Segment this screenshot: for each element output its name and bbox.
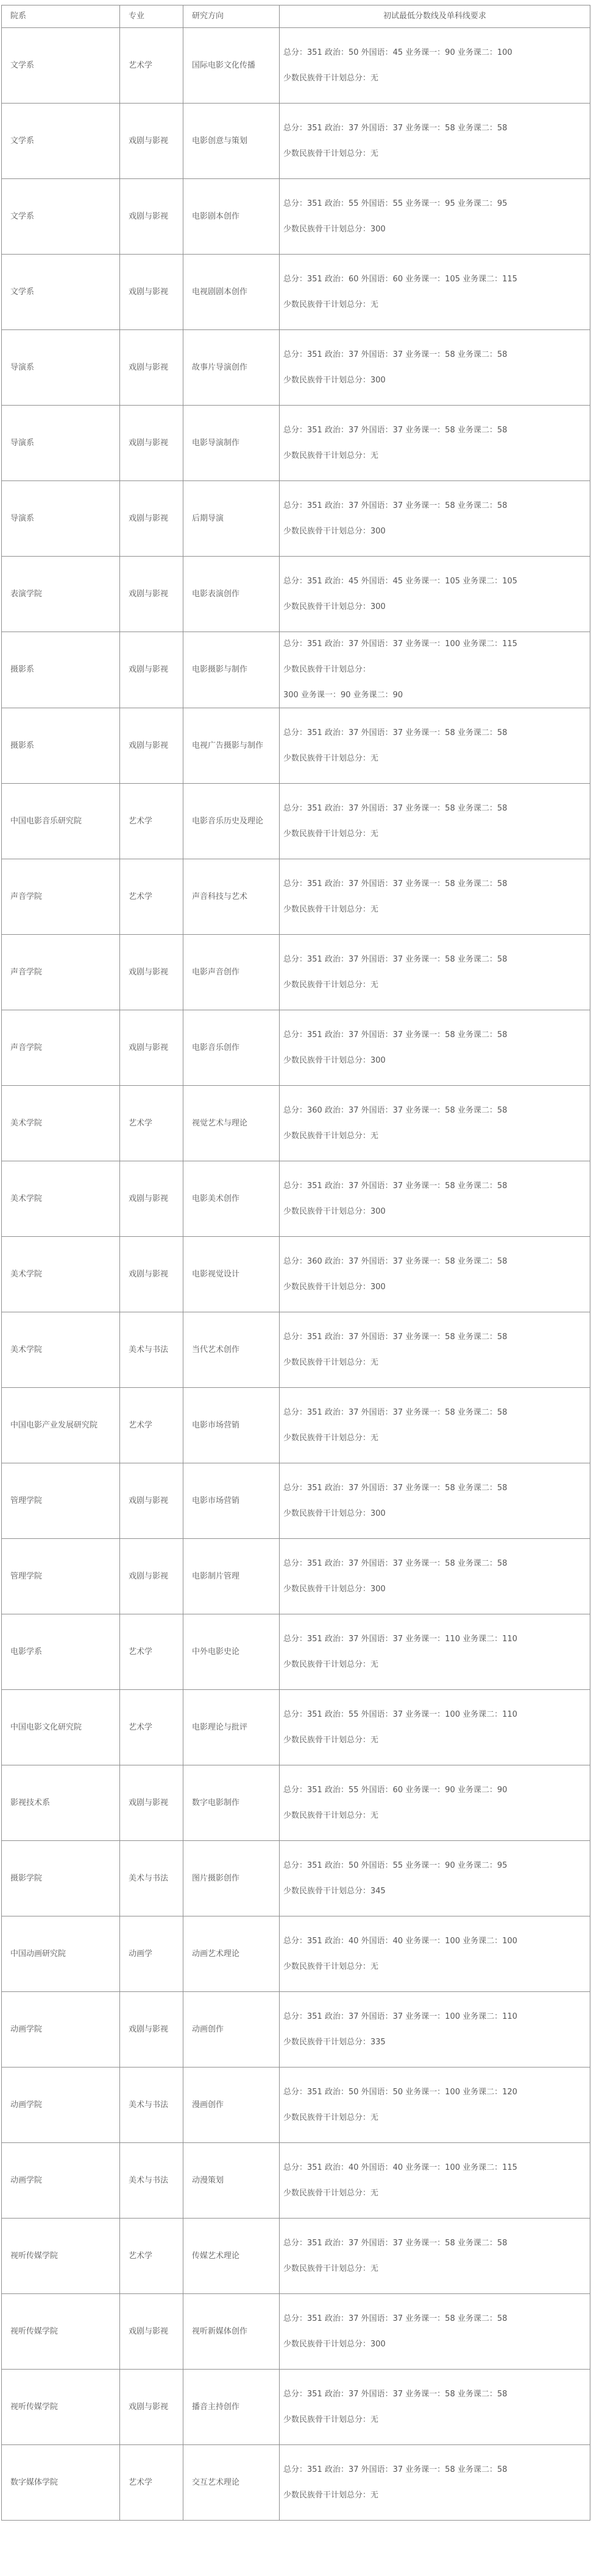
requirement-line: 少数民族骨干计划总分：300: [283, 375, 386, 385]
requirement-line: 总分：351 政治：37 外国语：37 业务课一：58 业务课二：58: [283, 1483, 508, 1493]
cell-department: 导演系: [2, 406, 120, 481]
cell-department: 数字媒体学院: [2, 2445, 120, 2521]
requirement-line: 总分：351 政治：37 外国语：37 业务课一：100 业务课二：115: [283, 639, 518, 649]
cell-major: 艺术学: [120, 1388, 183, 1463]
table-row: [2, 1916, 590, 1992]
cell-major: 戏剧与影视: [120, 481, 183, 557]
cell-major: 美术与书法: [120, 2067, 183, 2143]
cell-requirements: [280, 1388, 590, 1463]
cell-requirements: [280, 1992, 590, 2067]
cell-direction: 电影制片管理: [183, 1539, 280, 1614]
cell-requirements: [280, 1765, 590, 1841]
cell-department: 中国电影音乐研究院: [2, 784, 120, 859]
requirement-line: 少数民族骨干计划总分：无: [283, 1735, 379, 1745]
requirement-line: 少数民族骨干计划总分：无: [283, 829, 379, 839]
cell-major: 戏剧与影视: [120, 1765, 183, 1841]
requirement-line: 总分：351 政治：50 外国语：45 业务课一：90 业务课二：100: [283, 48, 512, 57]
requirement-line: 少数民族骨干计划总分：335: [283, 2037, 386, 2047]
cell-requirements: [280, 784, 590, 859]
cell-requirements: [280, 557, 590, 632]
requirement-line: 总分：351 政治：37 外国语：37 业务课一：58 业务课二：58: [283, 803, 508, 813]
requirement-line: 少数民族骨干计划总分：300: [283, 1282, 386, 1292]
cell-requirements: [280, 104, 590, 179]
cell-requirements: [280, 1614, 590, 1690]
requirement-line: 总分：351 政治：37 外国语：37 业务课一：58 业务课二：58: [283, 501, 508, 510]
cell-department: 文学系: [2, 28, 120, 104]
cell-department: 文学系: [2, 255, 120, 330]
table-row: [2, 481, 590, 557]
requirement-line: 总分：351 政治：37 外国语：37 业务课一：110 业务课二：110: [283, 1634, 518, 1644]
cell-requirements: [280, 1010, 590, 1086]
table-row: [2, 1841, 590, 1916]
requirement-line: 总分：351 政治：37 外国语：37 业务课一：58 业务课二：58: [283, 123, 508, 133]
requirement-line: 总分：360 政治：37 外国语：37 业务课一：58 业务课二：58: [283, 1105, 508, 1115]
header-requirements: 初试最低分数线及单科线要求: [280, 5, 590, 28]
cell-direction: 电影市场营销: [183, 1463, 280, 1539]
cell-department: 声音学院: [2, 935, 120, 1010]
requirement-line: 总分：351 政治：37 外国语：37 业务课一：58 业务课二：58: [283, 2238, 508, 2248]
cell-direction: 声音科技与艺术: [183, 859, 280, 935]
cell-department: 声音学院: [2, 1010, 120, 1086]
requirement-line: 少数民族骨干计划总分：无: [283, 149, 379, 158]
cell-major: 戏剧与影视: [120, 1463, 183, 1539]
requirement-line: 总分：351 政治：37 外国语：37 业务课一：58 业务课二：58: [283, 1181, 508, 1191]
requirement-line: 少数民族骨干计划总分：300: [283, 1055, 386, 1065]
table-row: [2, 1010, 590, 1086]
cell-department: 中国电影文化研究院: [2, 1690, 120, 1765]
table-row: [2, 2219, 590, 2294]
cell-direction: 国际电影文化传播: [183, 28, 280, 104]
table-body: [2, 28, 590, 2521]
cell-major: 戏剧与影视: [120, 1161, 183, 1237]
cell-direction: 电影剧本创作: [183, 179, 280, 255]
table-row: [2, 1161, 590, 1237]
requirement-line: 少数民族骨干计划总分：无: [283, 73, 379, 83]
cell-major: 艺术学: [120, 1086, 183, 1161]
cell-requirements: [280, 255, 590, 330]
requirement-line: 少数民族骨干计划总分：无: [283, 980, 379, 990]
cell-requirements: [280, 708, 590, 784]
cell-major: 戏剧与影视: [120, 1237, 183, 1312]
cell-department: 动画学院: [2, 1992, 120, 2067]
cell-direction: 电影导演制作: [183, 406, 280, 481]
cell-major: 戏剧与影视: [120, 935, 183, 1010]
requirement-line: 少数民族骨干计划总分：无: [283, 904, 379, 914]
cell-requirements: [280, 481, 590, 557]
cell-direction: 电影视觉设计: [183, 1237, 280, 1312]
cell-major: 戏剧与影视: [120, 2294, 183, 2370]
cell-requirements: [280, 330, 590, 406]
requirement-line: 少数民族骨干计划总分：300: [283, 602, 386, 611]
table-row: [2, 1690, 590, 1765]
cell-department: 摄影学院: [2, 1841, 120, 1916]
requirement-line: 总分：351 政治：37 外国语：37 业务课一：58 业务课二：58: [283, 1407, 508, 1417]
cell-major: 美术与书法: [120, 2143, 183, 2219]
table-header: [2, 5, 590, 28]
requirement-line: 总分：351 政治：37 外国语：37 业务课一：58 业务课二：58: [283, 1558, 508, 1568]
cell-requirements: [280, 1463, 590, 1539]
table-row: [2, 1463, 590, 1539]
table-row: [2, 1312, 590, 1388]
requirement-line: 总分：351 政治：37 外国语：37 业务课一：58 业务课二：58: [283, 879, 508, 889]
table-row: [2, 1086, 590, 1161]
cell-direction: 电视广告摄影与制作: [183, 708, 280, 784]
cell-direction: 动画创作: [183, 1992, 280, 2067]
table-row: [2, 859, 590, 935]
table-row: [2, 557, 590, 632]
cell-direction: 电影创意与策划: [183, 104, 280, 179]
cell-requirements: [280, 1841, 590, 1916]
cell-direction: 中外电影史论: [183, 1614, 280, 1690]
table-row: [2, 255, 590, 330]
cell-requirements: [280, 1539, 590, 1614]
requirement-line: 总分：351 政治：37 外国语：37 业务课一：58 业务课二：58: [283, 728, 508, 737]
table-row: [2, 784, 590, 859]
cell-requirements: [280, 935, 590, 1010]
cell-direction: 故事片导演创作: [183, 330, 280, 406]
header-department: 院系: [2, 5, 120, 28]
cell-direction: 播音主持创作: [183, 2370, 280, 2445]
table-row: [2, 1539, 590, 1614]
cell-department: 视听传媒学院: [2, 2294, 120, 2370]
table-row: [2, 2067, 590, 2143]
requirement-line: 少数民族骨干计划总分：: [283, 665, 371, 674]
cell-major: 戏剧与影视: [120, 1010, 183, 1086]
cell-major: 戏剧与影视: [120, 632, 183, 708]
requirement-line: 总分：351 政治：45 外国语：45 业务课一：105 业务课二：105: [283, 576, 518, 586]
requirement-line: 少数民族骨干计划总分：300: [283, 2339, 386, 2349]
cell-department: 电影学系: [2, 1614, 120, 1690]
cell-department: 导演系: [2, 481, 120, 557]
cell-department: 美术学院: [2, 1237, 120, 1312]
cell-major: 艺术学: [120, 1690, 183, 1765]
cell-direction: 当代艺术创作: [183, 1312, 280, 1388]
cell-department: 视听传媒学院: [2, 2219, 120, 2294]
cell-direction: 动漫策划: [183, 2143, 280, 2219]
cell-department: 表演学院: [2, 557, 120, 632]
table-row: [2, 1237, 590, 1312]
requirement-line: 总分：351 政治：40 外国语：40 业务课一：100 业务课二：115: [283, 2163, 518, 2172]
cell-requirements: [280, 2445, 590, 2521]
requirement-line: 少数民族骨干计划总分：无: [283, 300, 379, 309]
requirement-line: 总分：351 政治：50 外国语：50 业务课一：100 业务课二：120: [283, 2087, 518, 2097]
cell-requirements: [280, 2370, 590, 2445]
requirement-line: 少数民族骨干计划总分：无: [283, 1433, 379, 1443]
requirement-line: 总分：360 政治：37 外国语：37 业务课一：58 业务课二：58: [283, 1256, 508, 1266]
cell-direction: 电影音乐历史及理论: [183, 784, 280, 859]
cell-requirements: [280, 1916, 590, 1992]
cell-major: 戏剧与影视: [120, 255, 183, 330]
requirement-line: 少数民族骨干计划总分：无: [283, 2113, 379, 2122]
cell-department: 美术学院: [2, 1086, 120, 1161]
cell-major: 戏剧与影视: [120, 1992, 183, 2067]
cell-direction: 电影理论与批评: [183, 1690, 280, 1765]
cell-major: 戏剧与影视: [120, 2370, 183, 2445]
cell-direction: 电影表演创作: [183, 557, 280, 632]
requirement-line: 总分：351 政治：37 外国语：37 业务课一：58 业务课二：58: [283, 2465, 508, 2474]
table-row: [2, 935, 590, 1010]
cell-department: 动画学院: [2, 2143, 120, 2219]
table-row: [2, 708, 590, 784]
requirement-line: 少数民族骨干计划总分：无: [283, 1962, 379, 1971]
requirement-line: 少数民族骨干计划总分：345: [283, 1886, 386, 1896]
cell-requirements: [280, 28, 590, 104]
cell-department: 导演系: [2, 330, 120, 406]
cell-department: 动画学院: [2, 2067, 120, 2143]
requirement-line: 少数民族骨干计划总分：无: [283, 2490, 379, 2500]
header-row: [2, 5, 590, 28]
requirement-line: 总分：351 政治：37 外国语：37 业务课一：58 业务课二：58: [283, 1332, 508, 1342]
cell-department: 美术学院: [2, 1161, 120, 1237]
table-row: [2, 2370, 590, 2445]
requirement-line: 总分：351 政治：37 外国语：37 业务课一：58 业务课二：58: [283, 2314, 508, 2323]
table-row: [2, 330, 590, 406]
table-row: [2, 632, 590, 708]
cell-requirements: [280, 179, 590, 255]
requirement-line: 少数民族骨干计划总分：无: [283, 2415, 379, 2424]
cell-direction: 视觉艺术与理论: [183, 1086, 280, 1161]
cell-requirements: [280, 1161, 590, 1237]
cell-requirements: [280, 632, 590, 708]
cell-direction: 电影声音创作: [183, 935, 280, 1010]
cell-requirements: [280, 1237, 590, 1312]
cell-direction: 漫画创作: [183, 2067, 280, 2143]
requirement-line: 少数民族骨干计划总分：300: [283, 1584, 386, 1594]
cell-department: 视听传媒学院: [2, 2370, 120, 2445]
cell-major: 戏剧与影视: [120, 406, 183, 481]
cell-requirements: [280, 2143, 590, 2219]
requirement-line: 总分：351 政治：37 外国语：37 业务课一：58 业务课二：58: [283, 350, 508, 359]
cell-requirements: [280, 1312, 590, 1388]
cell-direction: 电影摄影与制作: [183, 632, 280, 708]
table-row: [2, 1992, 590, 2067]
cell-direction: 后期导演: [183, 481, 280, 557]
requirement-line: 少数民族骨干计划总分：300: [283, 224, 386, 234]
cell-direction: 电影音乐创作: [183, 1010, 280, 1086]
table-row: [2, 1765, 590, 1841]
requirement-line: 少数民族骨干计划总分：无: [283, 2264, 379, 2273]
cell-department: 摄影系: [2, 708, 120, 784]
cell-direction: 动画艺术理论: [183, 1916, 280, 1992]
cell-department: 文学系: [2, 104, 120, 179]
requirement-line: 少数民族骨干计划总分：无: [283, 1357, 379, 1367]
cell-major: 艺术学: [120, 784, 183, 859]
cell-department: 摄影系: [2, 632, 120, 708]
score-table: [1, 5, 590, 2521]
cell-major: 美术与书法: [120, 1841, 183, 1916]
requirement-line: 少数民族骨干计划总分：无: [283, 1131, 379, 1141]
requirement-line: 少数民族骨干计划总分：300: [283, 1206, 386, 1216]
table-row: [2, 2143, 590, 2219]
cell-department: 中国电影产业发展研究院: [2, 1388, 120, 1463]
table-row: [2, 104, 590, 179]
cell-major: 艺术学: [120, 1614, 183, 1690]
cell-department: 美术学院: [2, 1312, 120, 1388]
requirement-line: 少数民族骨干计划总分：无: [283, 1811, 379, 1820]
cell-major: 戏剧与影视: [120, 104, 183, 179]
requirement-line: 300 业务课一：90 业务课二：90: [283, 691, 403, 700]
requirement-line: 总分：351 政治：50 外国语：55 业务课一：90 业务课二：95: [283, 1860, 508, 1870]
table-row: [2, 406, 590, 481]
cell-major: 艺术学: [120, 28, 183, 104]
cell-requirements: [280, 1086, 590, 1161]
cell-department: 管理学院: [2, 1463, 120, 1539]
requirement-line: 总分：351 政治：37 外国语：37 业务课一：58 业务课二：58: [283, 425, 508, 435]
cell-major: 艺术学: [120, 2219, 183, 2294]
cell-direction: 交互艺术理论: [183, 2445, 280, 2521]
cell-direction: 数字电影制作: [183, 1765, 280, 1841]
cell-major: 戏剧与影视: [120, 330, 183, 406]
cell-department: 中国动画研究院: [2, 1916, 120, 1992]
cell-department: 管理学院: [2, 1539, 120, 1614]
requirement-line: 少数民族骨干计划总分：无: [283, 1659, 379, 1669]
requirement-line: 少数民族骨干计划总分：无: [283, 2188, 379, 2198]
cell-major: 美术与书法: [120, 1312, 183, 1388]
cell-direction: 电视剧剧本创作: [183, 255, 280, 330]
cell-direction: 视听新媒体创作: [183, 2294, 280, 2370]
cell-direction: 传媒艺术理论: [183, 2219, 280, 2294]
cell-requirements: [280, 2219, 590, 2294]
cell-major: 戏剧与影视: [120, 708, 183, 784]
requirement-line: 总分：351 政治：37 外国语：37 业务课一：58 业务课二：58: [283, 1030, 508, 1040]
table-row: [2, 2294, 590, 2370]
requirement-line: 少数民族骨干计划总分：无: [283, 753, 379, 763]
cell-requirements: [280, 406, 590, 481]
cell-direction: 图片摄影创作: [183, 1841, 280, 1916]
cell-department: 声音学院: [2, 859, 120, 935]
cell-requirements: [280, 2067, 590, 2143]
cell-major: 动画学: [120, 1916, 183, 1992]
requirement-line: 总分：351 政治：55 外国语：60 业务课一：90 业务课二：90: [283, 1785, 508, 1795]
requirement-line: 总分：351 政治：40 外国语：40 业务课一：100 业务课二：100: [283, 1936, 518, 1946]
cell-major: 艺术学: [120, 2445, 183, 2521]
requirement-line: 总分：351 政治：55 外国语：37 业务课一：100 业务课二：110: [283, 1709, 518, 1719]
table-row: [2, 2445, 590, 2521]
cell-major: 戏剧与影视: [120, 557, 183, 632]
requirement-line: 总分：351 政治：37 外国语：37 业务课一：58 业务课二：58: [283, 2389, 508, 2399]
table-row: [2, 1614, 590, 1690]
requirement-line: 总分：351 政治：37 外国语：37 业务课一：100 业务课二：110: [283, 2011, 518, 2021]
table-row: [2, 1388, 590, 1463]
cell-requirements: [280, 1690, 590, 1765]
requirement-line: 少数民族骨干计划总分：300: [283, 1508, 386, 1518]
cell-direction: 电影市场营销: [183, 1388, 280, 1463]
requirement-line: 少数民族骨干计划总分：无: [283, 451, 379, 460]
requirement-line: 总分：351 政治：55 外国语：55 业务课一：95 业务课二：95: [283, 199, 508, 208]
cell-major: 戏剧与影视: [120, 179, 183, 255]
cell-requirements: [280, 2294, 590, 2370]
cell-requirements: [280, 859, 590, 935]
table-row: [2, 28, 590, 104]
requirement-line: 总分：351 政治：37 外国语：37 业务课一：58 业务课二：58: [283, 954, 508, 964]
cell-major: 戏剧与影视: [120, 1539, 183, 1614]
cell-department: 文学系: [2, 179, 120, 255]
cell-major: 艺术学: [120, 859, 183, 935]
table-row: [2, 179, 590, 255]
header-direction: 研究方向: [183, 5, 280, 28]
cell-department: 影视技术系: [2, 1765, 120, 1841]
requirement-line: 少数民族骨干计划总分：300: [283, 526, 386, 536]
header-major: 专业: [120, 5, 183, 28]
cell-direction: 电影美术创作: [183, 1161, 280, 1237]
requirement-line: 总分：351 政治：60 外国语：60 业务课一：105 业务课二：115: [283, 274, 518, 284]
